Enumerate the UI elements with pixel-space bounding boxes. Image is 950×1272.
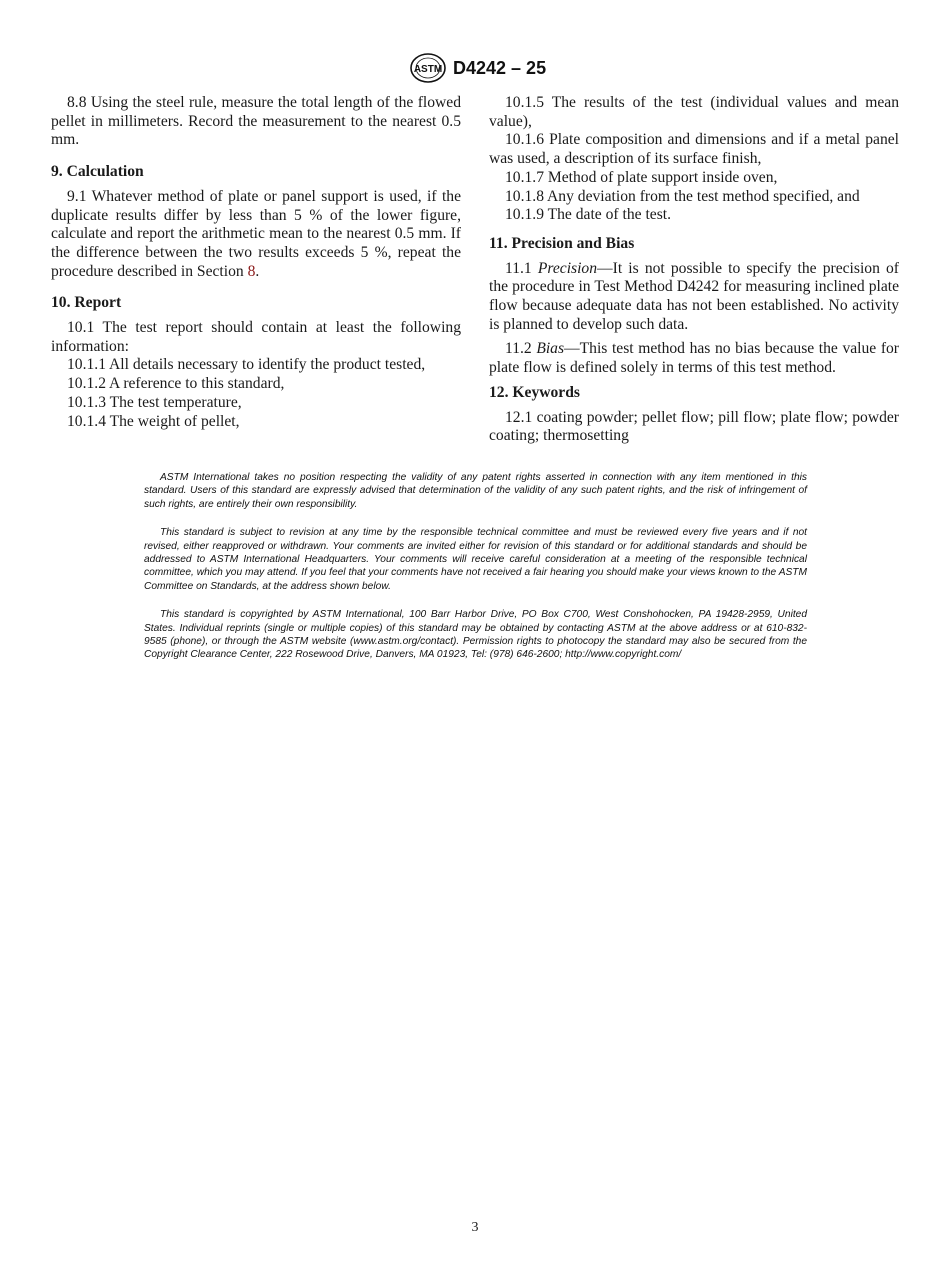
list-item: 10.1.2 A reference to this standard,: [67, 375, 285, 393]
precision-term: Precision: [537, 259, 598, 277]
section-heading-keywords: 12. Keywords: [489, 383, 580, 401]
bias-term: Bias: [536, 340, 565, 358]
legal-notices: [144, 471, 807, 677]
list-item: 10.1.3 The test temperature,: [67, 393, 242, 411]
patent-notice: ASTM International takes no position respecting the validity of any patent rights asserted in connection with any item mentioned in this standard. Users of this standard are expressly advised that determination of the validity of any such patent rights, and the risk of infringement of such rights, are entirely their own responsibility.: [144, 472, 807, 510]
paragraph-10-1: 10.1 The test report should contain at least the following information:: [51, 319, 461, 355]
section-heading-calculation: 9. Calculation: [51, 163, 144, 181]
astm-logo-text: ASTM: [413, 64, 443, 75]
list-item: 10.1.8 Any deviation from the test method specified, and: [505, 187, 860, 205]
astm-logo: [409, 52, 447, 84]
paragraph-10-1-5: 10.1.5 The results of the test (individual values and mean value),: [489, 94, 899, 130]
paragraph-12-1: 12.1 coating powder; pellet flow; pill flow; plate flow; powder coating; thermosetting: [489, 408, 899, 445]
section-heading-report: 10. Report: [51, 294, 122, 312]
paragraph-11-1: 11.1 Precision—It is not possible to specify the precision of the procedure in Test Method D4242 for measuring inclined plate flow because adequate data has not been established. No activity is planned to develop such data.: [489, 259, 899, 333]
copyright-notice: This standard is copyrighted by ASTM International, 100 Barr Harbor Drive, PO Box C700, West Conshohocken, PA 19428-2959, United States. Individual reprints (single or multiple copies) of this standard may be obtained by contacting ASTM at the above address or at 610-832-9585 (phone), or through the ASTM website (www.astm.org/contact). Permission rights to photocopy the standard may also be secured from the Copyright Clearance Center, 222 Rosewood Drive, Danvers, MA 01923, Tel: (978) 646-2600; http://www.copyright.com/: [144, 609, 807, 661]
list-item: 10.1.1 All details necessary to identify the product tested,: [67, 356, 426, 374]
section-heading-precision-bias: 11. Precision and Bias: [489, 234, 635, 252]
left-column: [51, 94, 461, 431]
page-number: 3: [471, 1220, 479, 1235]
standard-designation: D4242 – 25: [453, 58, 547, 78]
page-header: [0, 52, 950, 86]
list-item: 10.1.4 The weight of pellet,: [67, 412, 240, 430]
list-item: 10.1.7 Method of plate support inside oven,: [505, 168, 778, 186]
paragraph-11-2: 11.2 Bias—This test method has no bias because the value for plate flow is defined solely in terms of this test method.: [489, 340, 899, 377]
paragraph-10-1-6: 10.1.6 Plate composition and dimensions and if a metal panel was used, a description of its surface finish,: [489, 131, 899, 168]
paragraph-9-1: 9.1 Whatever method of plate or panel support is used, if the duplicate results differ by less than 5 % of the lower figure, calculate and report the arithmetic mean to the nearest 0.5 mm. If the difference between the two results exceeds 5 %, repeat the procedure described in Section 8.: [51, 187, 461, 280]
revision-notice: This standard is subject to revision at any time by the responsible technical committee and must be reviewed every five years and if not revised, either reapproved or withdrawn. Your comments are invited either for revision of this standard or for additional standards and should be addressed to ASTM International Headquarters. Your comments will receive careful consideration at a meeting of the responsible technical committee, which you may attend. If you feel that your comments have not received a fair hearing you should make your views known to the ASTM Committee on Standards, at the address shown below.: [144, 527, 807, 592]
list-item: 10.1.9 The date of the test.: [505, 206, 672, 224]
right-column: [489, 94, 899, 446]
paragraph-8-8: 8.8 Using the steel rule, measure the total length of the flowed pellet in millimeters. Record the measurement to the nearest 0.5 mm.: [51, 94, 461, 149]
section-8-link[interactable]: 8: [247, 262, 256, 280]
